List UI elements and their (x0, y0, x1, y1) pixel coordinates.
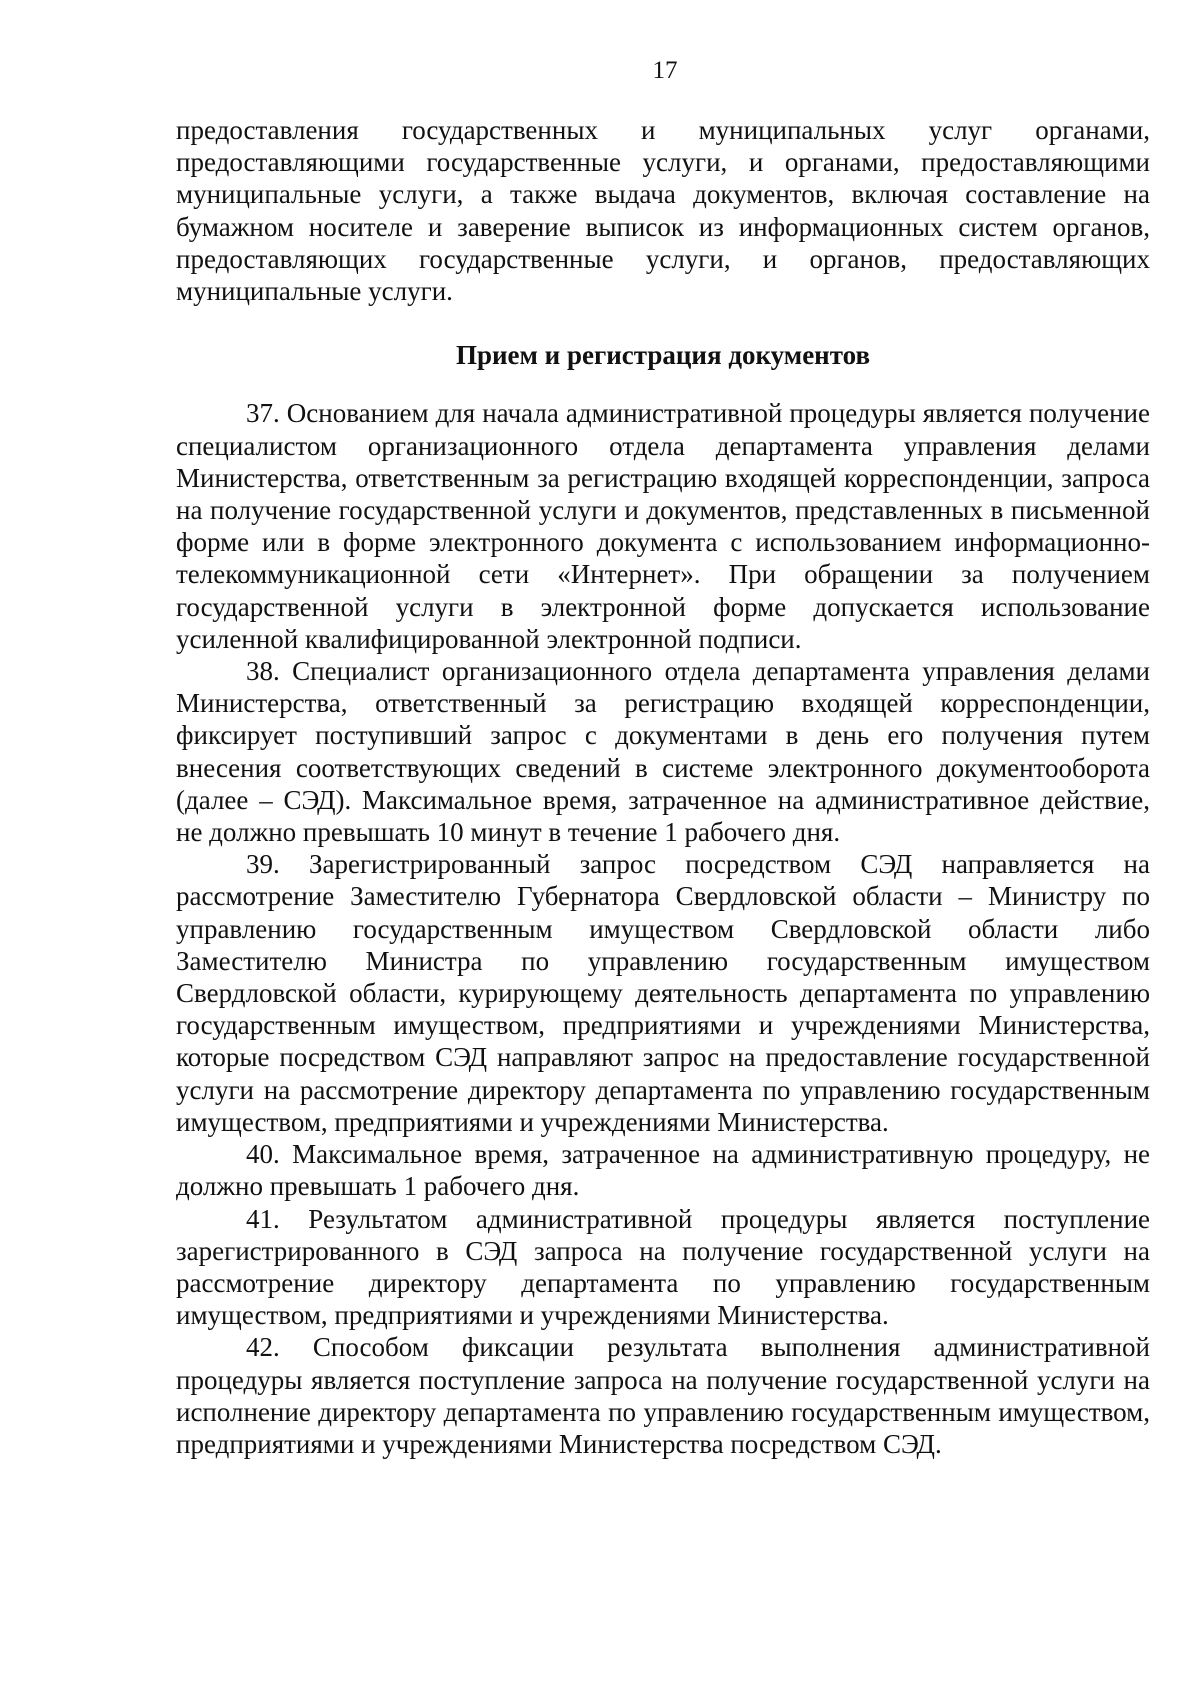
paragraph-41: 41. Результатом административной процедуры является поступление зарегистрированного в СЭД запроса на получение государственной услуги на рассмотрение директору департамента по управлению государственным имуществом, предприятиями и учреждениями Министерства. (176, 1203, 1150, 1331)
paragraph-39: 39. Зарегистрированный запрос посредством СЭД направляется на рассмотрение Заместителю Губернатора Свердловской области – Министру по управлению государственным имуществом Свердловской области либо Заместителю Министра по управлению государственным имуществом Свердловской области, курирующему деятельность департамента по управлению государственным имуществом, предприятиями и учреждениями Министерства, которые посредством СЭД направляют запрос на предоставление государственной услуги на рассмотрение директору департамента по управлению государственным имуществом, предприятиями и учреждениями Министерства. (176, 849, 1150, 1137)
paragraph-37: 37. Основанием для начала административной процедуры является получение специалистом организационного отдела департамента управления делами Министерства, ответственным за регистрацию входящей корреспонденции, запроса на получение государственной услуги и документов, представленных в письменной форме или в форме электронного документа с использованием информационно-телекоммуникационной сети «Интернет». При обращении за получением государственной услуги в электронной форме допускается использование усиленной квалифицированной электронной подписи. (176, 398, 1150, 654)
paragraph-40: 40. Максимальное время, затраченное на административную процедуру, не должно превышать 1 рабочего дня. (176, 1139, 1150, 1202)
section-heading: Прием и регистрация документов (455, 340, 871, 371)
page-number: 17 (652, 57, 678, 84)
document-body (176, 114, 1150, 1460)
paragraph-38: 38. Специалист организационного отдела департамента управления делами Министерства, ответственный за регистрацию входящей корреспонденции, фиксирует поступивший запрос с документами в день его получения путем внесения соответствующих сведений в системе электронного документооборота (далее – СЭД). Максимальное время, затраченное на административное действие, не должно превышать 10 минут в течение 1 рабочего дня. (176, 656, 1150, 848)
continuation-paragraph: предоставления государственных и муниципальных услуг органами, предоставляющими государственные услуги, и органами, предоставляющими муниципальные услуги, а также выдача документов, включая составление на бумажном носителе и заверение выписок из информационных систем органов, предоставляющих государственные услуги, и органов, предоставляющих муниципальные услуги. (176, 115, 1150, 307)
paragraph-42: 42. Способом фиксации результата выполнения административной процедуры является поступление запроса на получение государственной услуги на исполнение директору департамента по управлению государственным имуществом, предприятиями и учреждениями Министерства посредством СЭД. (176, 1332, 1150, 1459)
